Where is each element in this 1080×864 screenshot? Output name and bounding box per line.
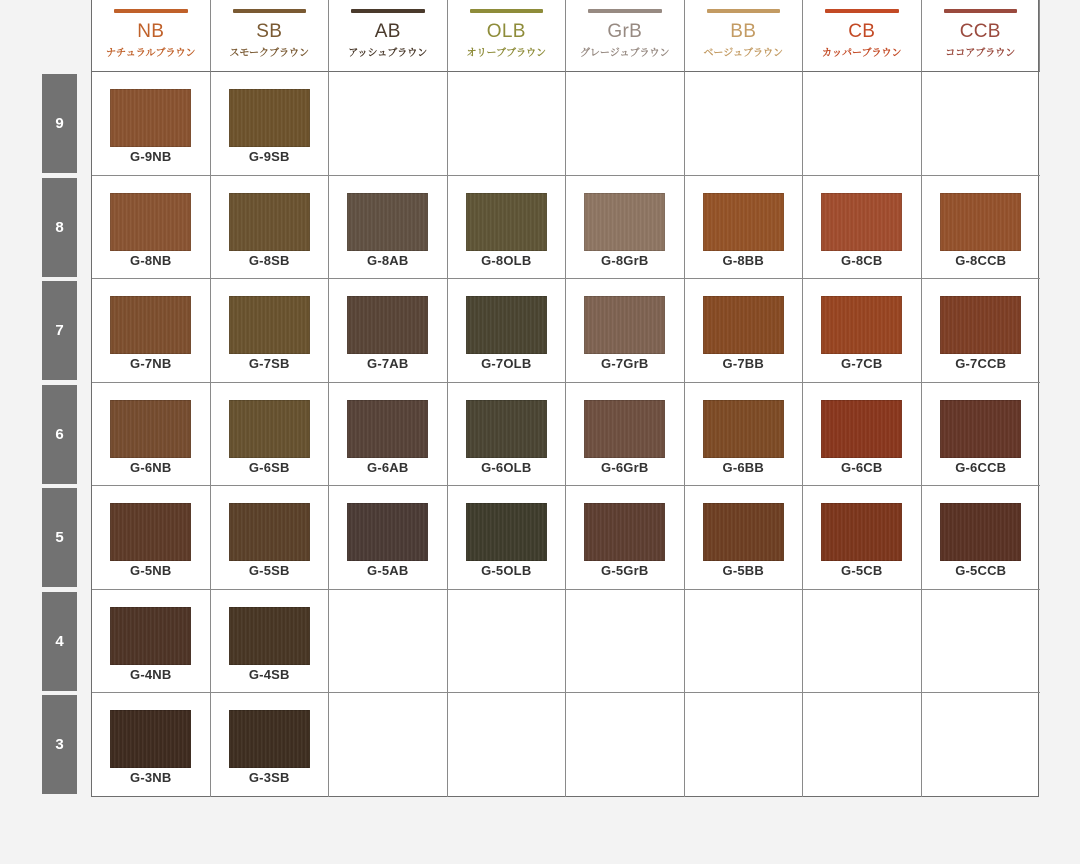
swatch-label: G-3NB xyxy=(130,770,172,785)
swatch-label: G-5AB xyxy=(367,563,409,578)
column-color-bar xyxy=(233,9,307,13)
empty-cell xyxy=(448,590,567,694)
empty-cell xyxy=(566,590,685,694)
column-name: ココアブラウン xyxy=(945,48,1016,59)
swatch-label: G-5OLB xyxy=(481,563,532,578)
swatch-label: G-7GrB xyxy=(601,356,649,371)
swatch-label: G-7OLB xyxy=(481,356,532,371)
swatch-cell[interactable] xyxy=(566,176,685,280)
swatch-label: G-6CB xyxy=(841,459,883,475)
swatch-cell[interactable] xyxy=(92,279,211,383)
swatch-label: G-5BB xyxy=(722,563,764,578)
column-code: NB xyxy=(137,21,165,42)
swatch-cell[interactable] xyxy=(922,486,1041,590)
level-label-9: 9 xyxy=(42,74,77,173)
color-chart xyxy=(91,0,1039,797)
column-code: BB xyxy=(730,21,757,42)
swatch-cell[interactable] xyxy=(448,383,567,487)
swatch-label: G-6NB xyxy=(130,459,172,475)
color-swatch[interactable] xyxy=(110,400,191,458)
empty-cell xyxy=(329,72,448,176)
swatch-cell[interactable] xyxy=(803,383,922,487)
color-swatch[interactable] xyxy=(584,400,665,458)
color-swatch[interactable] xyxy=(821,400,902,458)
swatch-cell[interactable] xyxy=(329,176,448,280)
color-swatch[interactable] xyxy=(940,503,1021,561)
swatch-label: G-6OLB xyxy=(481,459,532,475)
color-swatch[interactable] xyxy=(821,193,902,251)
color-swatch[interactable] xyxy=(229,193,310,251)
column-color-bar xyxy=(114,9,188,13)
column-header-olb xyxy=(448,0,567,72)
empty-cell xyxy=(685,590,804,694)
column-header-nb xyxy=(92,0,211,72)
swatch-cell[interactable] xyxy=(92,383,211,487)
column-code: OLB xyxy=(486,21,526,42)
color-swatch[interactable] xyxy=(940,296,1021,354)
swatch-label: G-8CCB xyxy=(955,252,1007,268)
column-code: GrB xyxy=(607,21,643,42)
swatch-label: G-7BB xyxy=(722,356,764,371)
swatch-label: G-5SB xyxy=(248,563,290,578)
column-name: オリーブブラウン xyxy=(466,48,546,59)
column-color-bar xyxy=(825,9,899,13)
swatch-cell[interactable] xyxy=(211,176,330,280)
swatch-label: G-4NB xyxy=(130,666,172,682)
swatch-label: G-5NB xyxy=(130,563,172,578)
empty-cell xyxy=(922,693,1041,797)
empty-cell xyxy=(329,693,448,797)
level-label-6: 6 xyxy=(42,385,77,484)
swatch-cell[interactable] xyxy=(566,486,685,590)
empty-cell xyxy=(566,693,685,797)
swatch-cell[interactable] xyxy=(448,486,567,590)
swatch-cell[interactable] xyxy=(566,279,685,383)
color-swatch[interactable] xyxy=(703,193,784,251)
column-header-sb xyxy=(211,0,330,72)
swatch-label: G-7CCB xyxy=(955,356,1007,371)
swatch-label: G-5CB xyxy=(841,563,883,578)
color-swatch[interactable] xyxy=(110,503,191,561)
color-swatch[interactable] xyxy=(347,296,428,354)
swatch-cell[interactable] xyxy=(329,383,448,487)
swatch-cell[interactable] xyxy=(92,693,211,797)
swatch-cell[interactable] xyxy=(211,590,330,694)
swatch-label: G-8GrB xyxy=(601,252,649,268)
swatch-cell[interactable] xyxy=(211,383,330,487)
swatch-label: G-8SB xyxy=(248,252,290,268)
column-name: アッシュブラウン xyxy=(348,48,428,59)
swatch-label: G-8AB xyxy=(367,252,409,268)
swatch-cell[interactable] xyxy=(448,176,567,280)
empty-cell xyxy=(448,693,567,797)
level-label-4: 4 xyxy=(42,592,77,691)
empty-cell xyxy=(803,72,922,176)
empty-cell xyxy=(685,693,804,797)
column-color-bar xyxy=(944,9,1018,13)
swatch-label: G-7SB xyxy=(248,356,290,371)
color-swatch[interactable] xyxy=(229,89,310,147)
color-swatch[interactable] xyxy=(466,400,547,458)
swatch-label: G-6GrB xyxy=(601,459,649,475)
swatch-label: G-7NB xyxy=(130,356,172,371)
swatch-cell[interactable] xyxy=(92,486,211,590)
swatch-label: G-8CB xyxy=(841,252,883,268)
color-swatch[interactable] xyxy=(110,296,191,354)
color-swatch[interactable] xyxy=(347,400,428,458)
swatch-cell[interactable] xyxy=(685,176,804,280)
swatch-cell[interactable] xyxy=(803,176,922,280)
empty-cell xyxy=(803,590,922,694)
color-swatch[interactable] xyxy=(110,193,191,251)
swatch-cell[interactable] xyxy=(211,693,330,797)
color-swatch[interactable] xyxy=(110,607,191,665)
color-swatch[interactable] xyxy=(821,296,902,354)
empty-cell xyxy=(329,590,448,694)
swatch-label: G-9SB xyxy=(248,149,290,164)
column-header-cb xyxy=(803,0,922,72)
color-swatch[interactable] xyxy=(347,503,428,561)
color-swatch[interactable] xyxy=(584,296,665,354)
column-code: SB xyxy=(256,21,283,42)
empty-cell xyxy=(922,72,1041,176)
swatch-label: G-5GrB xyxy=(601,563,649,578)
swatch-cell[interactable] xyxy=(92,72,211,176)
swatch-cell[interactable] xyxy=(211,72,330,176)
color-swatch[interactable] xyxy=(940,400,1021,458)
swatch-cell[interactable] xyxy=(448,279,567,383)
column-code: AB xyxy=(374,21,401,42)
swatch-cell[interactable] xyxy=(922,383,1041,487)
empty-cell xyxy=(803,693,922,797)
empty-cell xyxy=(448,72,567,176)
column-header-ab xyxy=(329,0,448,72)
color-swatch[interactable] xyxy=(584,503,665,561)
swatch-label: G-6CCB xyxy=(955,459,1007,475)
swatch-cell[interactable] xyxy=(685,383,804,487)
level-label-5: 5 xyxy=(42,488,77,587)
color-swatch[interactable] xyxy=(466,296,547,354)
column-header-ccb xyxy=(922,0,1041,72)
color-swatch[interactable] xyxy=(110,89,191,147)
color-swatch[interactable] xyxy=(703,400,784,458)
column-color-bar xyxy=(588,9,662,13)
color-swatch[interactable] xyxy=(229,710,310,768)
swatch-label: G-8BB xyxy=(722,252,764,268)
swatch-cell[interactable] xyxy=(803,279,922,383)
level-label-8: 8 xyxy=(42,178,77,277)
swatch-label: G-5CCB xyxy=(955,563,1007,578)
color-swatch[interactable] xyxy=(229,296,310,354)
color-swatch[interactable] xyxy=(466,503,547,561)
swatch-cell[interactable] xyxy=(566,383,685,487)
level-label-7: 7 xyxy=(42,281,77,380)
column-header-bb xyxy=(685,0,804,72)
swatch-cell[interactable] xyxy=(329,279,448,383)
column-header-grb xyxy=(566,0,685,72)
swatch-cell[interactable] xyxy=(211,279,330,383)
color-swatch[interactable] xyxy=(584,193,665,251)
color-swatch[interactable] xyxy=(229,503,310,561)
color-swatch[interactable] xyxy=(229,607,310,665)
swatch-label: G-8NB xyxy=(130,252,172,268)
column-name: ベージュブラウン xyxy=(703,48,784,59)
swatch-label: G-6SB xyxy=(248,459,290,475)
empty-cell xyxy=(685,72,804,176)
swatch-label: G-3SB xyxy=(248,770,290,785)
swatch-cell[interactable] xyxy=(922,279,1041,383)
swatch-cell[interactable] xyxy=(92,176,211,280)
color-swatch[interactable] xyxy=(703,296,784,354)
color-swatch[interactable] xyxy=(110,710,191,768)
swatch-cell[interactable] xyxy=(211,486,330,590)
swatch-cell[interactable] xyxy=(922,176,1041,280)
swatch-cell[interactable] xyxy=(685,486,804,590)
swatch-label: G-6BB xyxy=(722,459,764,475)
swatch-label: G-9NB xyxy=(130,149,172,164)
color-swatch[interactable] xyxy=(229,400,310,458)
level-label-3: 3 xyxy=(42,695,77,794)
color-swatch[interactable] xyxy=(347,193,428,251)
column-name: ナチュラルブラウン xyxy=(106,48,196,59)
swatch-cell[interactable] xyxy=(685,279,804,383)
column-code: CB xyxy=(848,21,876,42)
swatch-cell[interactable] xyxy=(92,590,211,694)
column-name: スモークブラウン xyxy=(229,48,310,59)
column-name: カッパーブラウン xyxy=(822,48,902,59)
swatch-label: G-7CB xyxy=(841,356,883,371)
color-swatch[interactable] xyxy=(821,503,902,561)
column-name: グレージュブラウン xyxy=(579,48,670,59)
color-swatch[interactable] xyxy=(940,193,1021,251)
color-swatch[interactable] xyxy=(703,503,784,561)
empty-cell xyxy=(566,72,685,176)
column-color-bar xyxy=(707,9,781,13)
swatch-label: G-4SB xyxy=(248,666,290,682)
swatch-cell[interactable] xyxy=(329,486,448,590)
column-code: CCB xyxy=(959,21,1001,42)
swatch-label: G-8OLB xyxy=(481,252,532,268)
color-swatch[interactable] xyxy=(466,193,547,251)
column-color-bar xyxy=(351,9,425,13)
column-color-bar xyxy=(470,9,544,13)
swatch-label: G-7AB xyxy=(367,356,409,371)
swatch-label: G-6AB xyxy=(367,459,409,475)
empty-cell xyxy=(922,590,1041,694)
swatch-cell[interactable] xyxy=(803,486,922,590)
